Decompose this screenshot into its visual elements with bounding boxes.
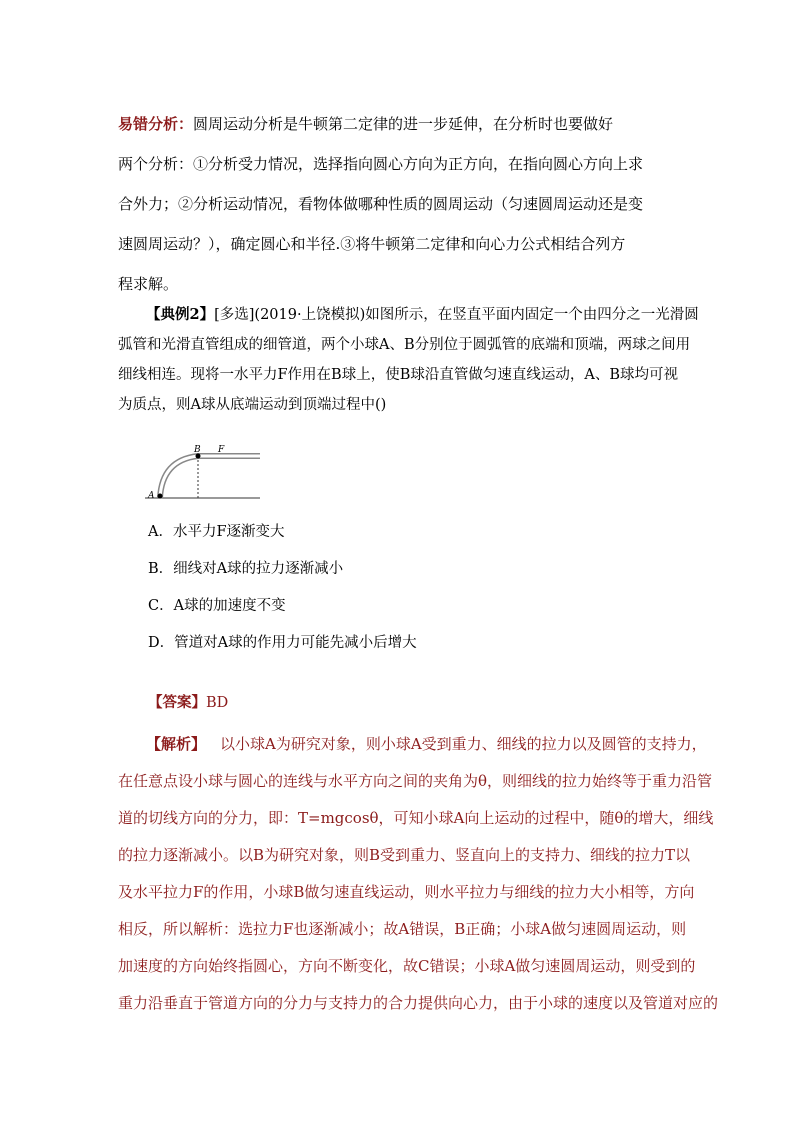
example-text: [多选](2019·上饶模拟)如图所示，在竖直平面内固定一个由四分之一光滑圆 (214, 307, 699, 323)
analysis-text: 以小球A为研究对象，则小球A受到重力、细线的拉力以及圆管的支持力， (220, 735, 707, 753)
analysis-paragraph (118, 726, 719, 1022)
example-line-4: 为质点，则A球从底端运动到顶端过程中() (118, 397, 387, 413)
mistake-text: 圆周运动分析是牛顿第二定律的进一步延伸，在分析时也要做好 (193, 115, 614, 133)
answer-value: BD (206, 695, 229, 711)
example-label: 【典例2】 (146, 306, 215, 323)
analysis-line-4: 的拉力逐渐减小。以B为研究对象，则B受到重力、竖直向上的支持力、细线的拉力T以 (118, 846, 691, 864)
tube-outer (160, 456, 260, 498)
example-line-2: 弧管和光滑直管组成的细管道，两个小球A、B分别位于圆弧管的底端和顶端，两球之间用 (118, 337, 691, 353)
mistake-line-2: 两个分析：①分析受力情况，选择指向圆心方向为正方向，在指向圆心方向上求 (118, 155, 644, 173)
mistake-analysis-paragraph (118, 104, 680, 304)
label-b: B (194, 445, 201, 455)
answer-label: 【答案】 (148, 694, 206, 711)
option-d: D．管道对A球的作用力可能先减小后增大 (148, 635, 417, 651)
example-line-3: 细线相连。现将一水平力F作用在B球上，使B球沿直管做匀速直线运动，A、B球均可视 (118, 367, 678, 383)
mistake-line-5: 程求解。 (118, 275, 179, 293)
analysis-line-2: 在任意点设小球与圆心的连线与水平方向之间的夹角为θ，则细线的拉力始终等于重力沿管 (118, 772, 713, 790)
ball-a (158, 494, 163, 499)
analysis-line-6: 相反，所以解析：选拉力F也逐渐减小；故A错误，B正确；小球A做匀速圆周运动，则 (118, 920, 687, 938)
analysis-line-5: 及水平拉力F的作用，小球B做匀速直线运动，则水平拉力与细线的拉力大小相等，方向 (118, 883, 695, 901)
example-line-1 (118, 300, 699, 330)
mistake-label: 易错分析： (118, 115, 194, 133)
analysis-line-7: 加速度的方向始终指圆心，方向不断变化，故C错误；小球A做匀速圆周运动，则受到的 (118, 957, 696, 975)
options-list (148, 514, 417, 662)
answer-line (148, 691, 228, 712)
label-a: A (148, 491, 155, 501)
tube-figure (140, 442, 265, 502)
label-f: F (218, 445, 225, 455)
mistake-line-3: 合外力；②分析运动情况，看物体做哪种性质的圆周运动（匀速圆周运动还是变 (118, 195, 644, 213)
example-problem (118, 300, 699, 420)
mistake-line-4: 速圆周运动？），确定圆心和半径.③将牛顿第二定律和向心力公式相结合列方 (118, 235, 626, 253)
option-a: A．水平力F逐渐变大 (148, 524, 285, 540)
option-b: B．细线对A球的拉力逐渐减小 (148, 561, 344, 577)
option-c: C．A球的加速度不变 (148, 598, 286, 614)
mistake-line-1 (118, 104, 680, 144)
analysis-label: 【解析】 (146, 735, 207, 753)
analysis-line-8: 重力沿垂直于管道方向的分力与支持力的合力提供向心力，由于小球的速度以及管道对应的 (118, 994, 719, 1012)
analysis-line-1 (118, 726, 707, 763)
analysis-line-3: 道的切线方向的分力，即：T=mgcosθ，可知小球A向上运动的过程中，随θ的增大，细线 (118, 809, 714, 827)
